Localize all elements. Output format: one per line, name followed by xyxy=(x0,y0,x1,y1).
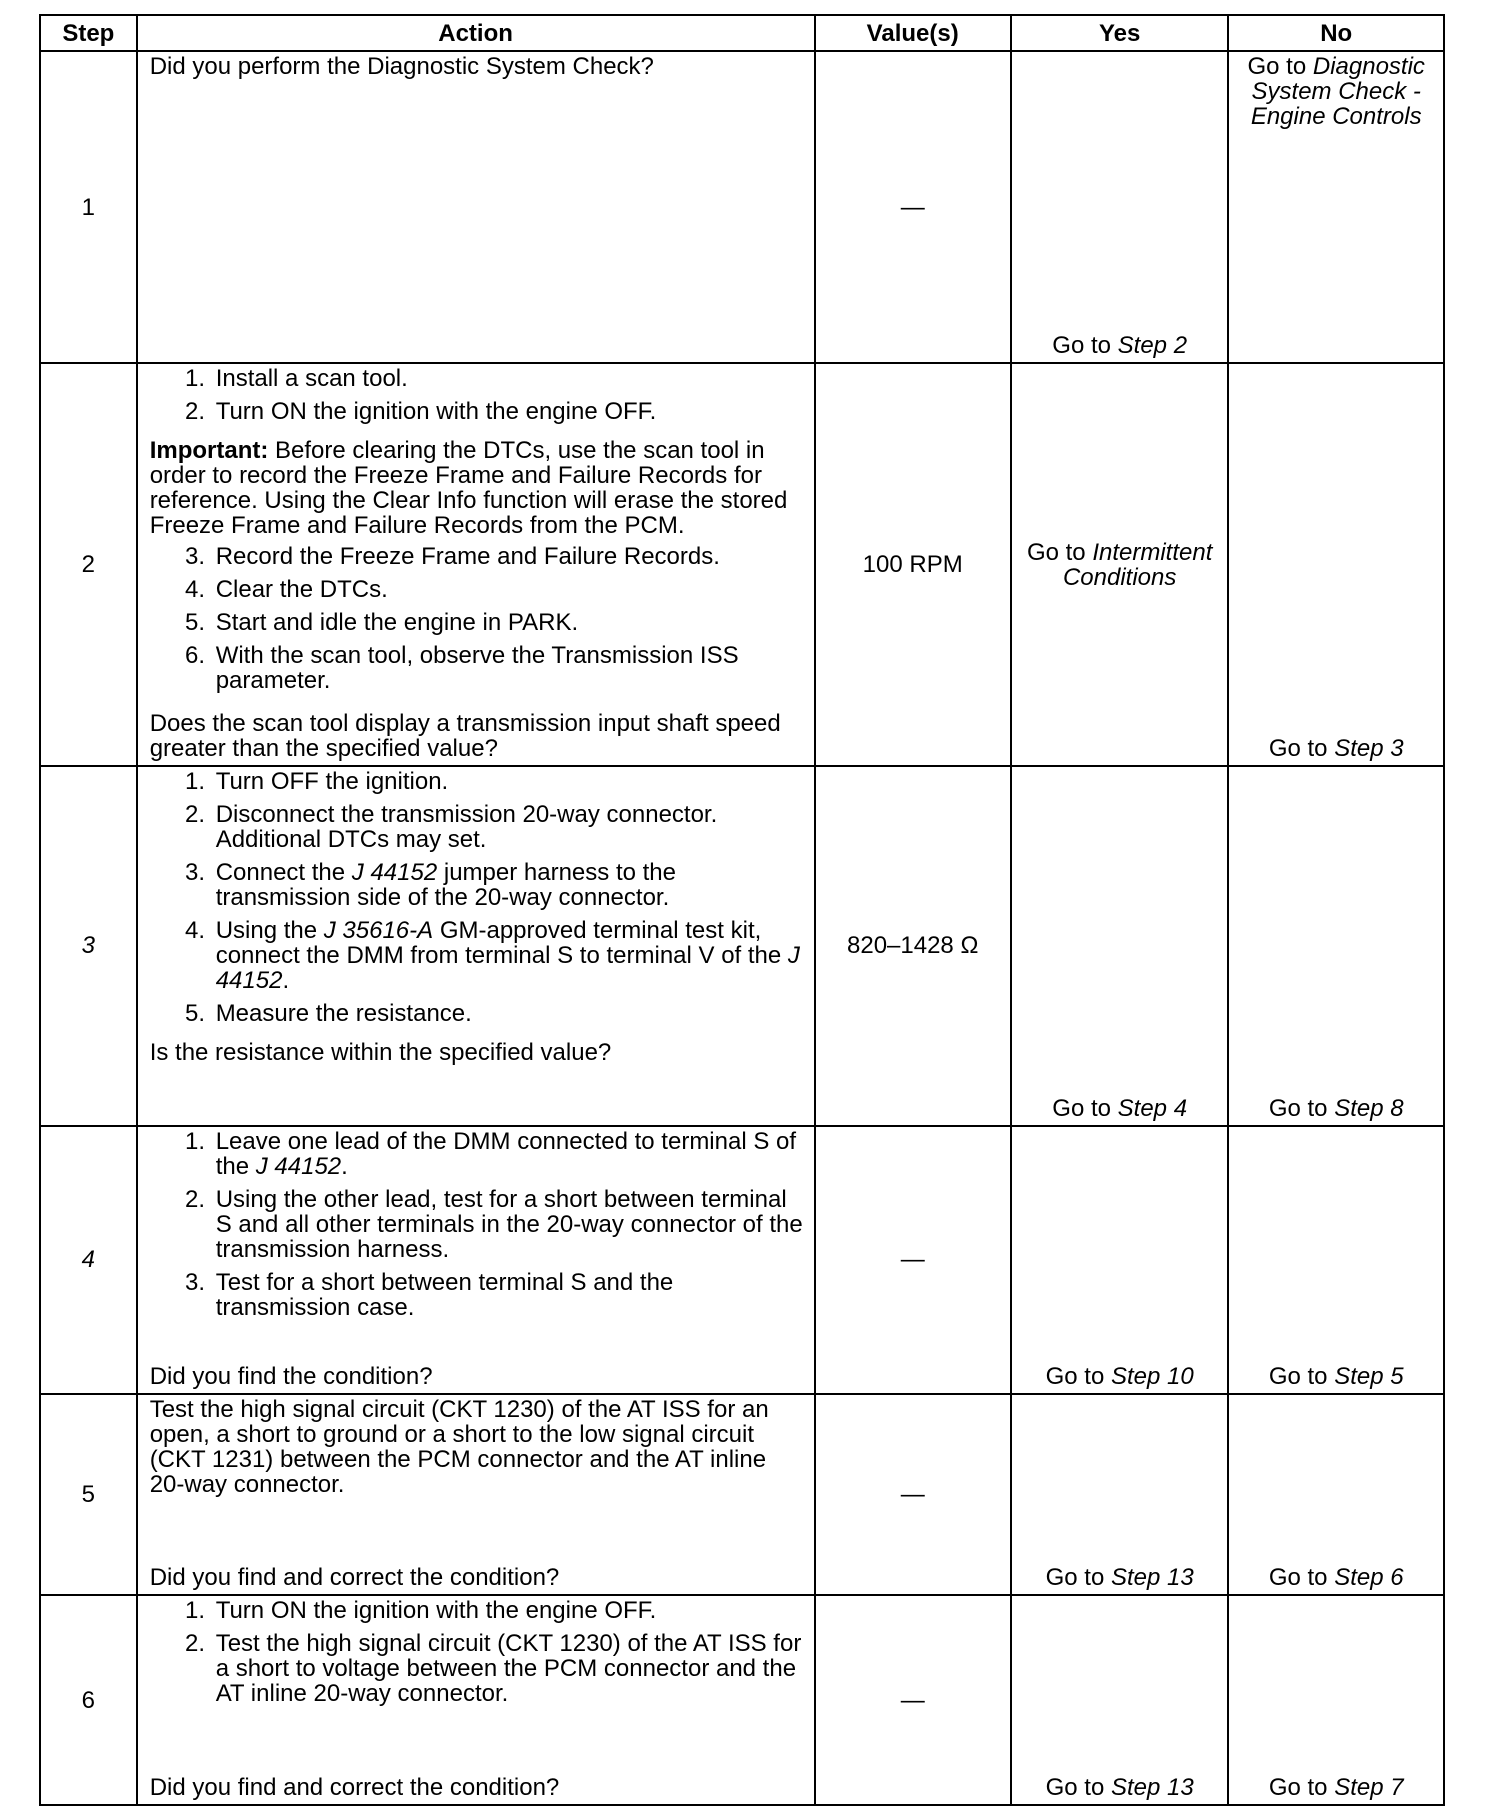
header-action: Action xyxy=(137,15,815,51)
list-item: 1. Turn OFF the ignition. xyxy=(212,769,804,794)
yes-cell xyxy=(1011,1394,1229,1596)
list-item: 4. Using the J 35616-A GM-approved terminal test kit, connect the DMM from terminal S to terminal V of the J 44152. xyxy=(212,918,804,993)
header-no: No xyxy=(1228,15,1444,51)
value-cell: — xyxy=(815,51,1011,363)
list-item: 4. Clear the DTCs. xyxy=(212,577,804,602)
no-goto[interactable]: Go to Step 3 xyxy=(1268,734,1404,762)
no-cell xyxy=(1228,1126,1444,1394)
table-row xyxy=(40,1126,1444,1394)
step-number: 6 xyxy=(40,1595,137,1805)
step-number: 1 xyxy=(40,51,137,363)
yes-goto[interactable]: Go to Step 2 xyxy=(1052,332,1188,360)
no-cell xyxy=(1228,1394,1444,1596)
header-step: Step xyxy=(40,15,137,51)
list-item: 5. Start and idle the engine in PARK. xyxy=(212,610,804,635)
no-goto[interactable]: Go to Step 8 xyxy=(1268,1094,1404,1122)
no-goto[interactable]: Go to Step 7 xyxy=(1268,1774,1404,1801)
no-cell xyxy=(1228,766,1444,1126)
action-question: Did you find and correct the condition? xyxy=(149,1564,560,1592)
action-question: Does the scan tool display a transmission input shaft speed greater than the specified value? xyxy=(149,709,781,762)
yes-cell xyxy=(1011,363,1229,765)
action-question: Did you perform the Diagnostic System Check? xyxy=(149,53,654,80)
list-item: 1. Turn ON the ignition with the engine OFF. xyxy=(212,1598,804,1623)
yes-cell xyxy=(1011,1126,1229,1394)
step-number: 2 xyxy=(40,363,137,765)
important-note: Important: Before clearing the DTCs, use the scan tool in order to record the Freeze Frame and Failure Records for reference. Using the Clear Info function will erase the stored Freeze Frame and Failure Records from the PCM. xyxy=(149,437,788,540)
yes-goto[interactable]: Go to Step 10 xyxy=(1045,1362,1194,1390)
action-cell xyxy=(137,1595,815,1805)
value-cell: — xyxy=(815,1126,1011,1394)
action-steps xyxy=(150,1598,804,1714)
list-item: 3. Connect the J 44152 jumper harness to the transmission side of the 20-way connector. xyxy=(212,860,804,910)
header-row xyxy=(40,15,1444,51)
diagnostic-table xyxy=(39,14,1445,1806)
table-row xyxy=(40,363,1444,765)
no-cell xyxy=(1228,51,1444,363)
step-number: 5 xyxy=(40,1394,137,1596)
step-number: 3 xyxy=(40,766,137,1126)
header-yes: Yes xyxy=(1011,15,1229,51)
yes-cell xyxy=(1011,766,1229,1126)
list-item: 2. Test the high signal circuit (CKT 1230) of the AT ISS for a short to voltage between the PCM connector and the AT inline 20-way connector. xyxy=(212,1631,804,1706)
list-item: 1. Install a scan tool. xyxy=(212,366,804,391)
no-cell xyxy=(1228,363,1444,765)
list-item: 2. Using the other lead, test for a short between terminal S and all other terminals in the 20-way connector of the transmission harness. xyxy=(212,1187,804,1262)
step-number: 4 xyxy=(40,1126,137,1394)
action-steps xyxy=(150,1129,804,1328)
value-cell: — xyxy=(815,1595,1011,1805)
header-values: Value(s) xyxy=(815,15,1011,51)
action-text: Test the high signal circuit (CKT 1230) of the AT ISS for an open, a short to ground or a short to the low signal circuit (CKT 1231) between the PCM connector and the AT inline 20-way connector. xyxy=(149,1395,769,1498)
table-row xyxy=(40,766,1444,1126)
action-question: Is the resistance within the specified value? xyxy=(149,1038,612,1066)
list-item: 2. Turn ON the ignition with the engine OFF. xyxy=(212,399,804,424)
no-goto[interactable]: Go to Diagnostic System Check - Engine Controls xyxy=(1247,53,1425,130)
action-steps xyxy=(150,769,804,1034)
value-cell: 820–1428 Ω xyxy=(815,766,1011,1126)
no-cell xyxy=(1228,1595,1444,1805)
yes-cell xyxy=(1011,51,1229,363)
no-goto[interactable]: Go to Step 6 xyxy=(1268,1564,1404,1592)
value-cell: 100 RPM xyxy=(815,363,1011,765)
value-cell: — xyxy=(815,1394,1011,1596)
list-item: 3. Record the Freeze Frame and Failure Records. xyxy=(212,544,804,569)
list-item: 2. Disconnect the transmission 20-way connector. Additional DTCs may set. xyxy=(212,802,804,852)
action-cell xyxy=(137,1394,815,1596)
action-steps xyxy=(150,544,804,701)
action-cell xyxy=(137,51,815,363)
table-row xyxy=(40,1595,1444,1805)
list-item: 6. With the scan tool, observe the Transmission ISS parameter. xyxy=(212,643,804,693)
no-goto[interactable]: Go to Step 5 xyxy=(1268,1362,1404,1390)
action-steps xyxy=(150,366,804,432)
table-row xyxy=(40,1394,1444,1596)
action-cell xyxy=(137,363,815,765)
diagnostic-table-page xyxy=(39,14,1445,1806)
list-item: 1. Leave one lead of the DMM connected to terminal S of the J 44152. xyxy=(212,1129,804,1179)
yes-goto[interactable]: Go to Step 13 xyxy=(1045,1774,1194,1801)
action-question: Did you find and correct the condition? xyxy=(149,1774,560,1801)
yes-cell xyxy=(1011,1595,1229,1805)
action-question: Did you find the condition? xyxy=(149,1362,433,1390)
action-cell xyxy=(137,766,815,1126)
action-cell xyxy=(137,1126,815,1394)
table-row xyxy=(40,51,1444,363)
yes-goto[interactable]: Go to Step 4 xyxy=(1052,1094,1188,1122)
yes-goto[interactable]: Go to Intermittent Conditions xyxy=(1026,538,1213,591)
yes-goto[interactable]: Go to Step 13 xyxy=(1045,1564,1194,1592)
list-item: 3. Test for a short between terminal S and the transmission case. xyxy=(212,1270,804,1320)
list-item: 5. Measure the resistance. xyxy=(212,1001,804,1026)
